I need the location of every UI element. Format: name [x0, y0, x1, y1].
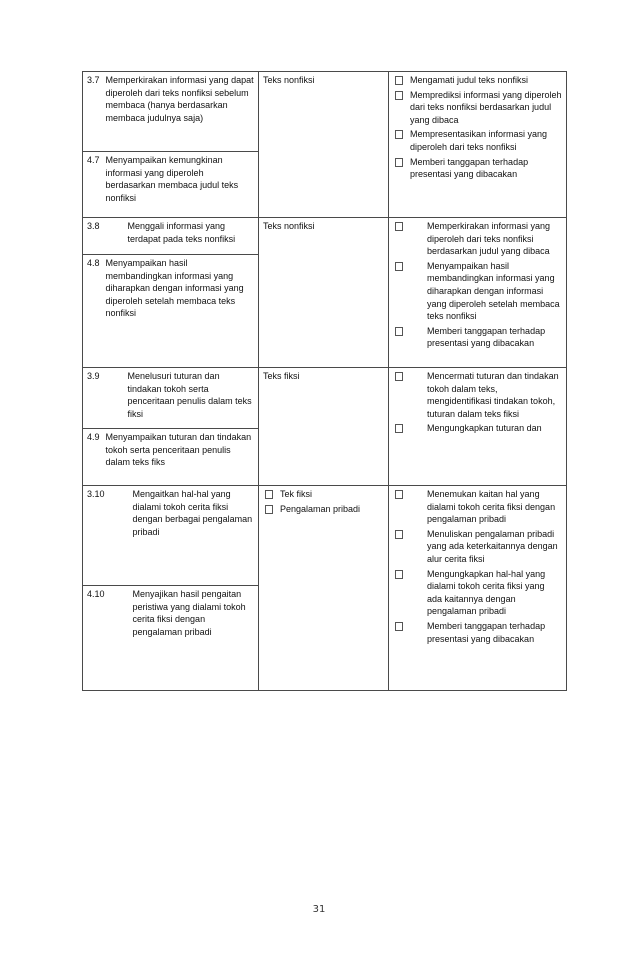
kd-number: 3.10 [87, 489, 105, 499]
table-row [83, 486, 567, 691]
kompetensi-table [82, 71, 567, 691]
kd-number: 4.10 [87, 589, 105, 599]
checkbox-icon [395, 222, 403, 231]
kd-text: Menyampaikan hasil membandingkan informasi yang diharapkan dengan informasi yang diperoleh setelah membaca teks nonfiksi [105, 258, 244, 319]
kd-text: Menggali informasi yang terdapat pada teks nonfiksi [127, 221, 236, 244]
checkbox-icon [265, 490, 273, 499]
kd-block [83, 486, 258, 585]
list-item: Memprediksi informasi yang diperoleh dari teks nonfiksi berdasarkan judul yang dibaca [393, 89, 562, 127]
kegiatan-cell [389, 72, 567, 218]
materi-cell [259, 72, 389, 218]
checkbox-icon [395, 262, 403, 271]
kd-block [83, 368, 258, 428]
kd-number: 4.8 [87, 258, 100, 268]
kd-number: 4.7 [87, 155, 100, 165]
kd-block [83, 151, 258, 207]
list-item: Menuliskan pengalaman pribadi yang ada keterkaitannya dengan alur cerita fiksi [393, 528, 562, 566]
list-item: Memberi tanggapan terhadap presentasi yang dibacakan [393, 620, 562, 645]
checkbox-icon [395, 327, 403, 336]
kd-text: Menyajikan hasil pengaitan peristiwa yang dialami tokoh cerita fiksi dengan pengalaman pribadi [132, 589, 246, 637]
materi-cell [259, 486, 389, 691]
kd-text: Menyampaikan tuturan dan tindakan tokoh serta penceritaan penulis dalam teks fiks [105, 432, 252, 468]
table-row [83, 218, 567, 368]
kd-cell [83, 486, 259, 691]
kegiatan-cell [389, 218, 567, 368]
list-item: Mencermati tuturan dan tindakan tokoh dalam teks, mengidentifikasi tindakan tokoh, tuturan dalam teks fiksi [393, 370, 562, 420]
kd-block [83, 218, 258, 254]
list-item: Menemukan kaitan hal yang dialami tokoh cerita fiksi dengan pengalaman pribadi [393, 488, 562, 526]
kd-cell [83, 218, 259, 368]
kegiatan-cell [389, 368, 567, 486]
checkbox-icon [395, 372, 403, 381]
kd-text: Menelusuri tuturan dan tindakan tokoh serta penceritaan penulis dalam teks fiksi [127, 371, 252, 419]
kd-block [83, 428, 258, 472]
kd-text: Memperkirakan informasi yang dapat diperoleh dari teks nonfiksi sebelum membaca (hanya berdasarkan membaca judulnya saja) [105, 75, 254, 123]
checkbox-icon [265, 505, 273, 514]
kd-block [83, 585, 258, 641]
materi-text: Teks fiksi [263, 371, 300, 381]
list-item: Mengungkapkan hal-hal yang dialami tokoh cerita fiksi yang ada kaitannya dengan pengalaman pribadi [393, 568, 562, 618]
materi-cell [259, 218, 389, 368]
materi-text: Teks nonfiksi [263, 75, 315, 85]
kd-text: Mengaitkan hal-hal yang dialami tokoh cerita fiksi dengan berbagai pengalaman pribadi [132, 489, 253, 537]
table-row [83, 368, 567, 486]
checkbox-icon [395, 570, 403, 579]
checkbox-icon [395, 130, 403, 139]
materi-text: Teks nonfiksi [263, 221, 315, 231]
page-number: 31 [312, 904, 326, 915]
list-item: Mengungkapkan tuturan dan [393, 422, 562, 435]
list-item: Pengalaman pribadi [263, 503, 384, 516]
list-item: Menyampaikan hasil membandingkan informasi yang diharapkan dengan informasi yang diperoleh setelah membaca teks nonfiksi [393, 260, 562, 323]
kd-number: 3.8 [87, 221, 100, 231]
kd-cell [83, 368, 259, 486]
list-item: Tek fiksi [263, 488, 384, 501]
table-row [83, 72, 567, 218]
checkbox-icon [395, 490, 403, 499]
checkbox-icon [395, 424, 403, 433]
kd-block [83, 254, 258, 323]
kd-cell [83, 72, 259, 218]
kd-number: 3.9 [87, 371, 100, 381]
materi-cell [259, 368, 389, 486]
checkbox-icon [395, 91, 403, 100]
list-item: Memperkirakan informasi yang diperoleh dari teks nonfiksi berdasarkan judul yang dibaca [393, 220, 562, 258]
checkbox-icon [395, 622, 403, 631]
list-item: Mempresentasikan informasi yang diperoleh dari teks nonfiksi [393, 128, 562, 153]
checkbox-icon [395, 76, 403, 85]
kd-number: 3.7 [87, 75, 100, 85]
checkbox-icon [395, 530, 403, 539]
list-item: Memberi tanggapan terhadap presentasi yang dibacakan [393, 325, 562, 350]
kd-text: Menyampaikan kemungkinan informasi yang diperoleh berdasarkan membaca judul teks nonfiksi [105, 155, 239, 203]
kd-number: 4.9 [87, 432, 100, 442]
list-item: Memberi tanggapan terhadap presentasi yang dibacakan [393, 156, 562, 181]
list-item: Mengamati judul teks nonfiksi [393, 74, 562, 87]
kegiatan-cell [389, 486, 567, 691]
kd-block [83, 72, 258, 151]
checkbox-icon [395, 158, 403, 167]
